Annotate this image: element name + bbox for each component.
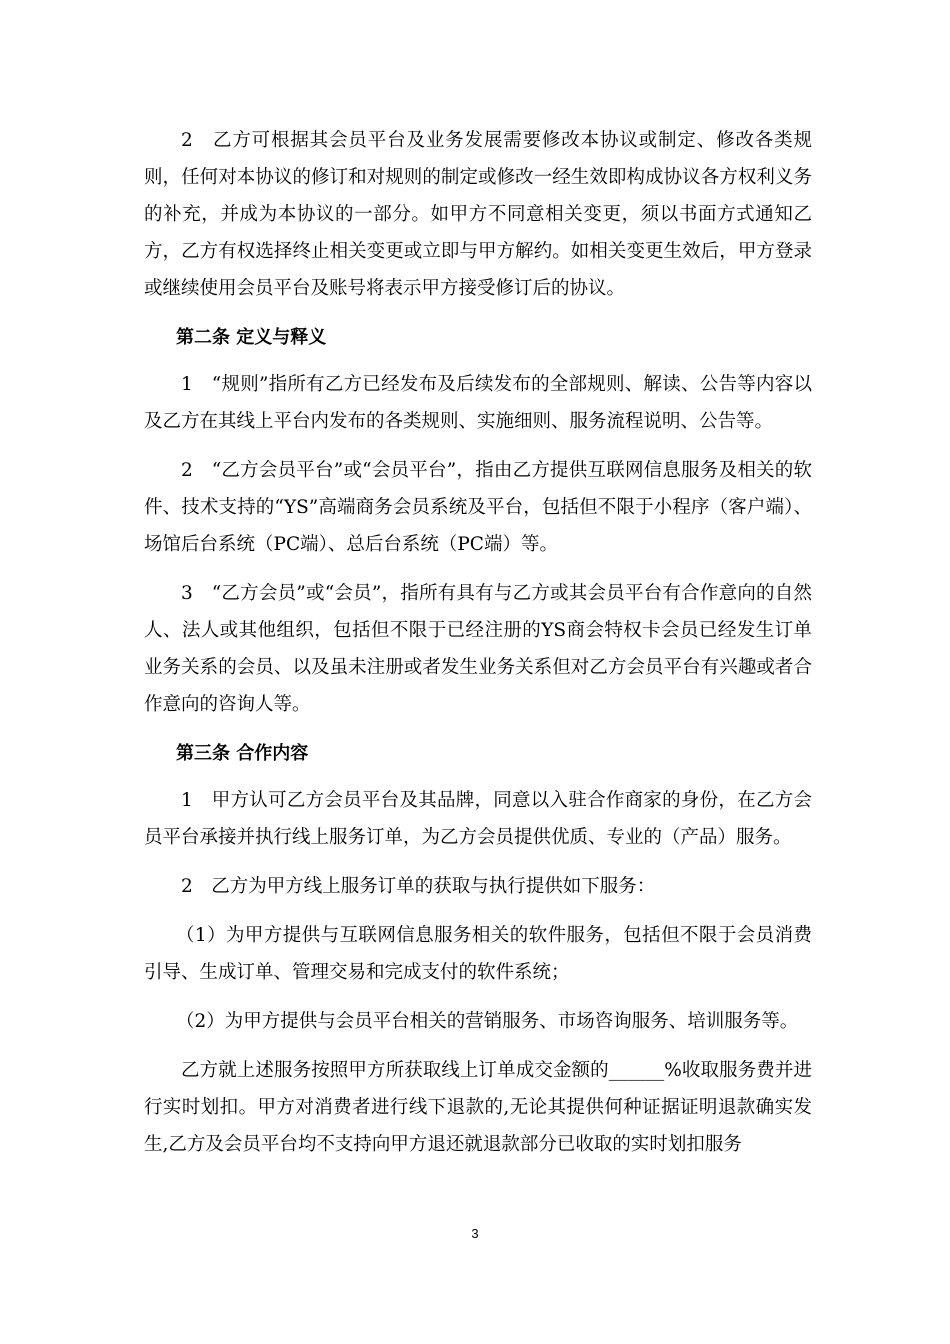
clause-1-item-2: 2 乙方可根据其会员平台及业务发展需要修改本协议或制定、修改各类规则，任何对本协议的修订和对规则的制定或修改一经生效即构成协议各方权利义务的补充，并成为本协议的一部分。如甲方不同意相关变更，须以书面方式通知乙方，乙方有权选择终止相关变更或立即与甲方解约。如相关变更生效后，甲方登录或继续使用会员平台及账号将表示甲方接受修订后的协议。 [144,130,812,299]
document-body [144,122,812,1175]
page-number: 3 [471,1226,479,1241]
article-2-heading: 第二条 定义与释义 [176,327,327,348]
article-3-heading: 第三条 合作内容 [176,743,309,764]
article-2-item-1: 1 “规则”指所有乙方已经发布及后续发布的全部规则、解读、公告等内容以及乙方在其线上平台内发布的各类规则、实施细则、服务流程说明、公告等。 [144,374,812,432]
article-3-item-1: 1 甲方认可乙方会员平台及其品牌，同意以入驻合作商家的身份，在乙方会员平台承接并执行线上服务订单，为乙方会员提供优质、专业的（产品）服务。 [144,790,812,848]
article-2-item-2: 2 “乙方会员平台”或“会员平台”，指由乙方提供互联网信息服务及相关的软件、技术支持的“YS”高端商务会员系统及平台，包括但不限于小程序（客户端）、场馆后台系统（PC端）、总后台系统（PC端）等。 [144,460,812,555]
article-3-item-2: 2 乙方为甲方线上服务订单的获取与执行提供如下服务： [181,876,656,897]
article-3-item-2-sub-2: （2）为甲方提供与会员平台相关的营销服务、市场咨询服务、培训服务等。 [176,1011,799,1032]
service-fee-paragraph: 乙方就上述服务按照甲方所获取线上订单成交金额的______%收取服务费并进行实时划扣。甲方对消费者进行线下退款的,无论其提供何种证据证明退款确实发生,乙方及会员平台均不支持向甲方退还就退款部分已收取的实时划扣服务 [144,1060,812,1155]
article-3-item-2-sub-1: （1）为甲方提供与互联网信息服务相关的软件服务，包括但不限于会员消费引导、生成订单、管理交易和完成支付的软件系统； [144,925,812,983]
article-2-item-3: 3 “乙方会员”或“会员”，指所有具有与乙方或其会员平台有合作意向的自然人、法人或其他组织，包括但不限于已经注册的YS商会特权卡会员已经发生订单业务关系的会员、以及虽未注册或者发生业务关系但对乙方会员平台有兴趣或者合作意向的咨询人等。 [144,583,812,715]
